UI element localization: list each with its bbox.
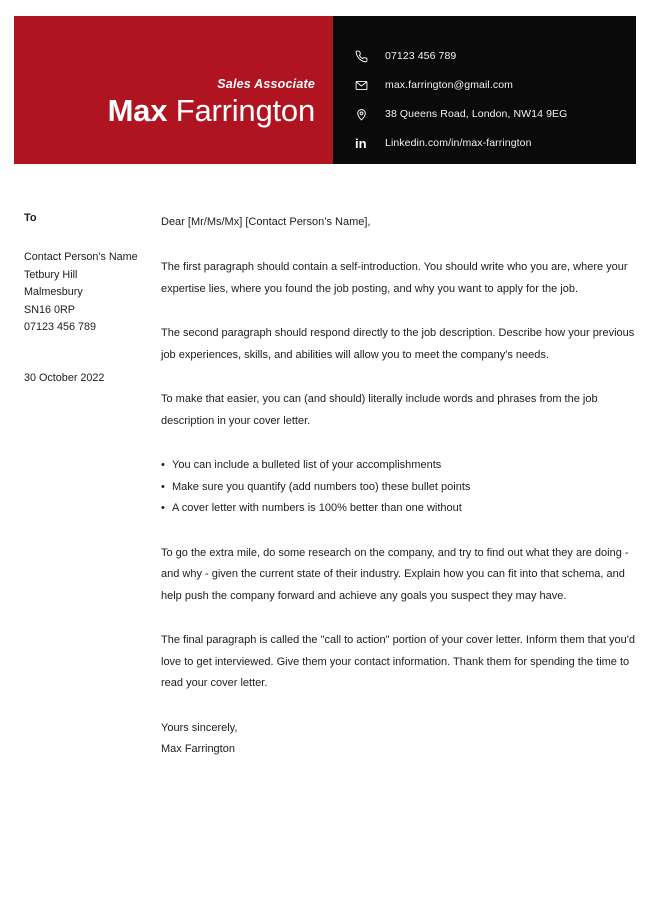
contact-row-phone: [355, 42, 636, 70]
applicant-name: [108, 95, 315, 126]
recipient-line: 07123 456 789: [24, 321, 97, 333]
letter-body-column: [161, 212, 650, 761]
letterhead-banner: [14, 16, 636, 164]
phone-value: 07123 456 789: [385, 50, 457, 62]
list-item: • A cover letter with numbers is 100% better than one without: [161, 498, 636, 520]
contact-row-address: [355, 100, 636, 128]
phone-icon: [355, 50, 377, 63]
salutation: Dear [Mr/Ms/Mx] [Contact Person’s Name],: [161, 216, 371, 228]
name-panel: [14, 16, 333, 164]
contact-row-email: [355, 71, 636, 99]
recipient-column: [0, 212, 161, 384]
list-item: • Make sure you quantify (add numbers too) these bullet points: [161, 477, 636, 499]
letter-date: 30 October 2022: [24, 371, 105, 384]
body-paragraph-5: The final paragraph is called the "call to action" portion of your cover letter. Inform them that you'd love to get interviewed. Give them your contact information. Thank them for spending the time to read your cover letter.: [161, 634, 635, 689]
envelope-icon: [355, 79, 377, 92]
contact-panel: [333, 16, 636, 164]
linkedin-value: Linkedin.com/in/max-farrington: [385, 137, 532, 149]
body-paragraph-2: The second paragraph should respond directly to the job description. Describe how your previous job experiences, skills, and abilities will allow you to meet the company's needs.: [161, 327, 635, 361]
first-name: Max: [107, 93, 168, 128]
name-block: [108, 78, 315, 127]
body-paragraph-3: To make that easier, you can (and should) literally include words and phrases from the job description in your cover letter.: [161, 393, 598, 427]
recipient-address: [24, 249, 161, 337]
location-pin-icon: [355, 108, 377, 121]
body-paragraph-1: The first paragraph should contain a self-introduction. You should write who you are, where your expertise lies, where you found the job posting, and why you want to apply for the job.: [161, 261, 628, 295]
to-label: To: [24, 212, 37, 224]
recipient-line: SN16 0RP: [24, 303, 76, 316]
recipient-line: Malmesbury: [24, 286, 83, 298]
recipient-line: Contact Person's Name: [24, 251, 138, 263]
recipient-line: Tetbury Hill: [24, 268, 78, 281]
accomplishments-list: [161, 455, 636, 520]
last-name: Farrington: [175, 93, 315, 128]
letter-content: [0, 212, 650, 761]
job-title: Sales Associate: [217, 76, 315, 91]
contact-row-linkedin: [355, 129, 636, 157]
sign-off: Yours sincerely,: [161, 721, 238, 734]
body-paragraph-4: To go the extra mile, do some research on the company, and try to find out what they are doing - and why - given the current state of their industry. Explain how you can fit into that schema, and help push the company forward and achieve any goals you suspect they may have.: [161, 546, 629, 602]
address-value: 38 Queens Road, London, NW14 9EG: [385, 108, 568, 120]
letter-columns: [0, 212, 650, 761]
linkedin-icon: in: [355, 135, 367, 151]
email-value: max.farrington@gmail.com: [385, 79, 514, 91]
signature-name: Max Farrington: [161, 743, 235, 755]
list-item: • You can include a bulleted list of your accomplishments: [161, 455, 636, 477]
